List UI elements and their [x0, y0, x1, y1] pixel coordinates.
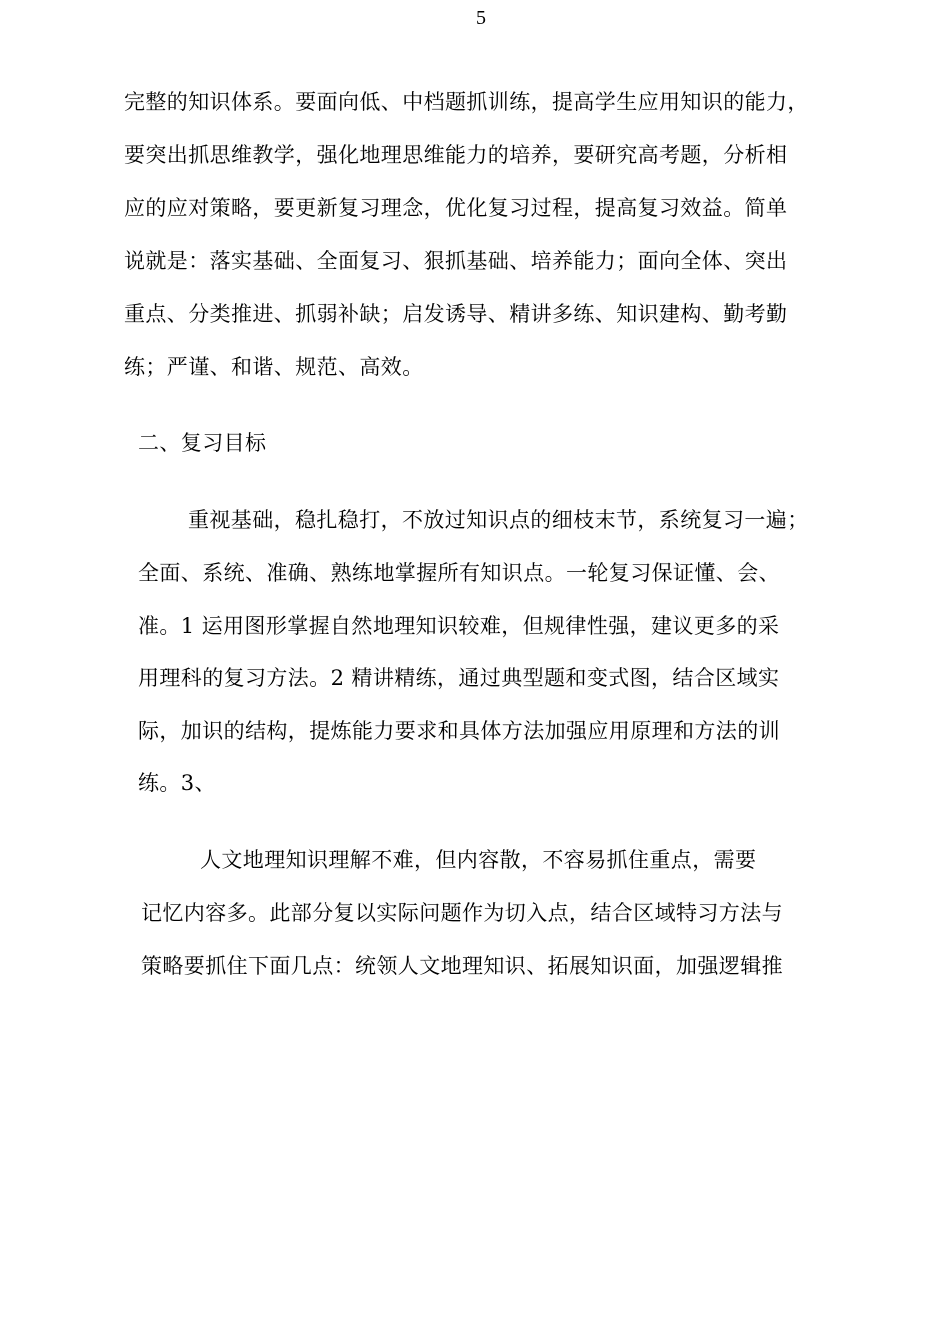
text-line: 重视基础，稳扎稳打，不放过知识点的细枝末节，系统复习一遍；	[188, 508, 809, 532]
text-line: 准。1 运用图形掌握自然地理知识较难，但规律性强，建议更多的采	[138, 614, 780, 638]
text-line: 全面、系统、准确、熟练地掌握所有知识点。一轮复习保证懂、会、	[138, 561, 780, 585]
text-line: 要突出抓思维教学，强化地理思维能力的培养，要研究高考题，分析相	[124, 143, 788, 167]
page-number: 5	[476, 7, 486, 29]
text-line: 说就是：落实基础、全面复习、狠抓基础、培养能力；面向全体、突出	[124, 249, 788, 273]
section-heading: 二、复习目标	[138, 431, 267, 455]
text-line: 练；严谨、和谐、规范、高效。	[124, 355, 424, 379]
text-line: 用理科的复习方法。2 精讲精练，通过典型题和变式图，结合区域实	[138, 666, 780, 690]
text-line: 重点、分类推进、抓弱补缺；启发诱导、精讲多练、知识建构、勤考勤	[124, 302, 788, 326]
text-line: 策略要抓住下面几点：统领人文地理知识、拓展知识面，加强逻辑推	[141, 954, 783, 978]
text-line: 人文地理知识理解不难，但内容散，不容易抓住重点，需要	[200, 848, 757, 872]
text-line: 际，加识的结构，提炼能力要求和具体方法加强应用原理和方法的训	[138, 719, 780, 743]
text-line: 完整的知识体系。要面向低、中档题抓训练，提高学生应用知识的能力，	[124, 90, 809, 114]
text-line: 应的应对策略，要更新复习理念，优化复习过程，提高复习效益。简单	[124, 196, 788, 220]
text-line: 记忆内容多。此部分复以实际问题作为切入点，结合区域特习方法与	[141, 901, 783, 925]
text-line: 练。3、	[138, 771, 216, 795]
